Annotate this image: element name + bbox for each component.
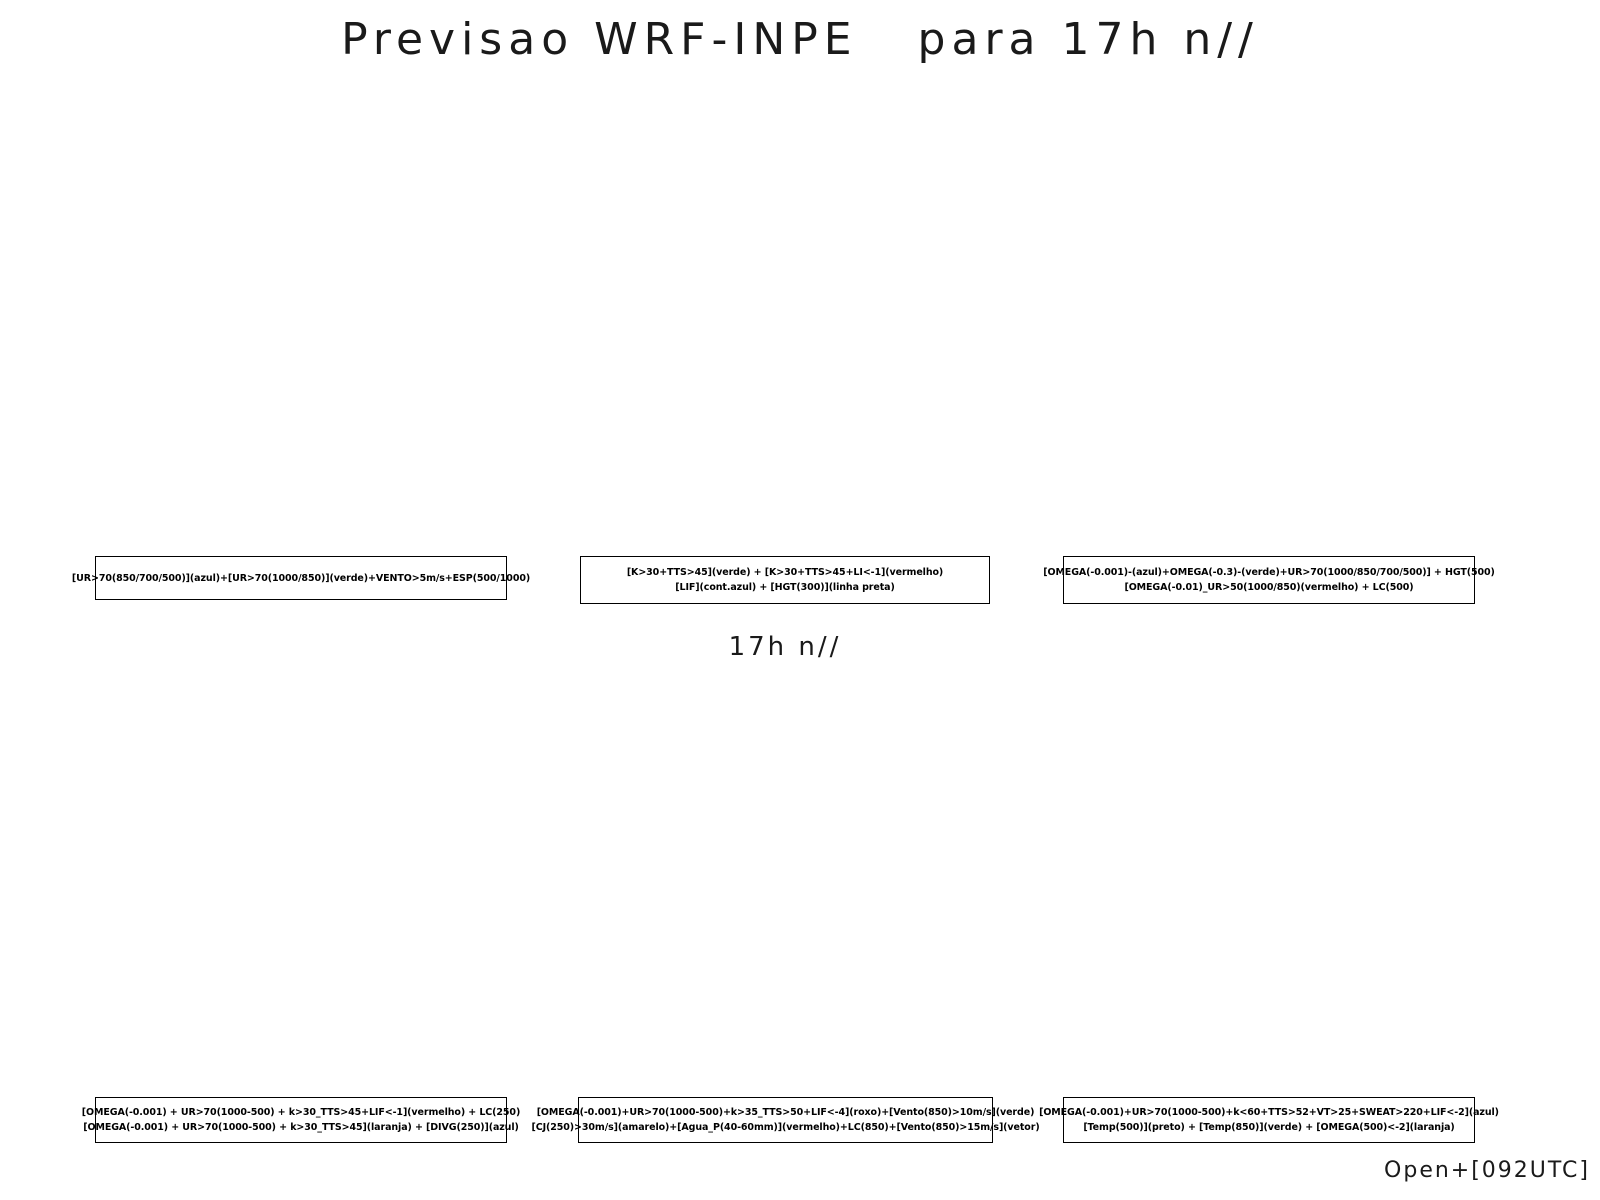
legend-line: [OMEGA(-0.01)_UR>50(1000/850)(vermelho) + LC(500) [1124, 582, 1414, 593]
legend-line: [OMEGA(-0.001) + UR>70(1000-500) + k>30_TTS>45](laranja) + [DIVG(250)](azul) [83, 1122, 519, 1133]
legend-box-bottom-right [1039, 1097, 1499, 1143]
mid-time-label: 17h n// [728, 632, 842, 662]
footer-run-label: Open+[092UTC] [1384, 1158, 1590, 1183]
legend-line: [OMEGA(-0.001) + UR>70(1000-500) + k>30_TTS>45+LIF<-1](vermelho) + LC(250) [81, 1107, 521, 1118]
legend-box-top-center [580, 556, 990, 604]
legend-box-bottom-center [531, 1097, 1040, 1143]
legend-box-bottom-left [81, 1097, 521, 1143]
legend-line: [CJ(250)>30m/s](amarelo)+[Agua_P(40-60mm)](vermelho)+LC(850)+[Vento(850)>15m/s](vetor) [531, 1122, 1040, 1133]
legend-line: [UR>70(850/700/500)](azul)+[UR>70(1000/850)](verde)+VENTO>5m/s+ESP(500/1000) [71, 572, 531, 584]
legend-box-top-right [1043, 556, 1495, 604]
page-title: Previsao WRF-INPE para 17h n// [341, 14, 1259, 65]
legend-line: [OMEGA(-0.001)+UR>70(1000-500)+k>35_TTS>50+LIF<-4](roxo)+[Vento(850)>10m/s](verde) [536, 1107, 1035, 1118]
legend-line: [Temp(500)](preto) + [Temp(850)](verde) + [OMEGA(500)<-2](laranja) [1083, 1122, 1455, 1133]
legend-line: [LIF](cont.azul) + [HGT(300)](linha preta) [675, 582, 895, 593]
legend-line: [OMEGA(-0.001)-(azul)+OMEGA(-0.3)-(verde)+UR>70(1000/850/700/500)] + HGT(500) [1043, 567, 1495, 578]
legend-line: [K>30+TTS>45](verde) + [K>30+TTS>45+LI<-1](vermelho) [626, 567, 944, 578]
legend-line: [OMEGA(-0.001)+UR>70(1000-500)+k<60+TTS>52+VT>25+SWEAT>220+LIF<-2](azul) [1039, 1107, 1499, 1118]
legend-box-top-left [71, 556, 531, 600]
